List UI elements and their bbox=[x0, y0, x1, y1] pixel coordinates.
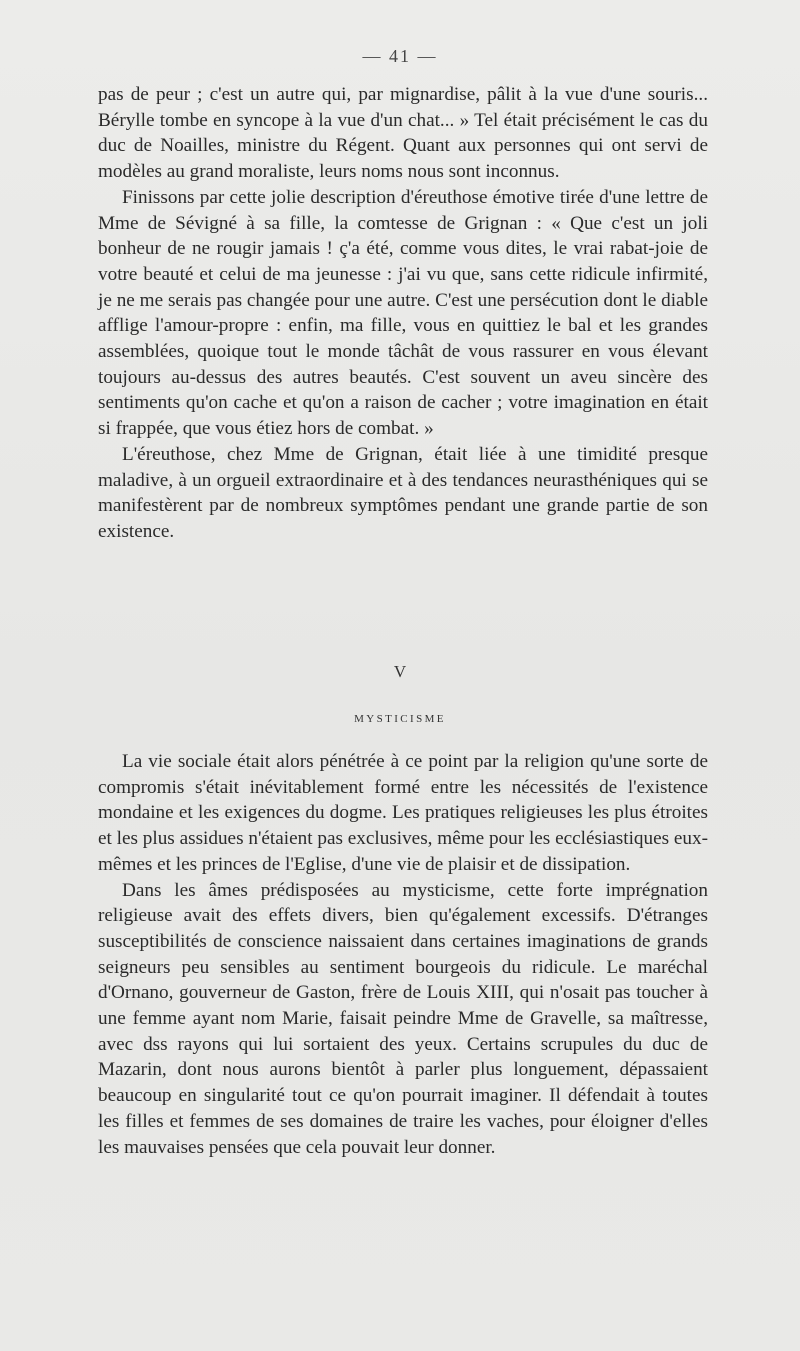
text-block-bottom bbox=[98, 749, 708, 1160]
section-title: MYSTICISME bbox=[354, 713, 446, 725]
paragraph-social-life: La vie sociale était alors pénétrée à ce point par la religion qu'une sorte de compromis s'était inévitablement formé entre les nécessités de l'existence mondaine et les exigences du dogme. Les pratiques religieuses les plus étroites et les plus assidues n'étaient pas exclusives, même pour les ecclésiastiques eux-mêmes et les princes de l'Eglise, d'une vie de plaisir et de dissipation. bbox=[98, 751, 708, 875]
page-number: — 41 — bbox=[362, 46, 438, 66]
paragraph-continued: pas de peur ; c'est un autre qui, par mignardise, pâlit à la vue d'une souris... Bérylle tombe en syncope à la vue d'un chat... » Tel était précisément le cas du duc de Noailles, ministre du Régent. Quant aux personnes qui ont servi de modèles au grand moraliste, leurs noms nous sont inconnus. bbox=[98, 84, 708, 183]
text-block-top bbox=[98, 82, 708, 545]
paragraph-grignan: L'éreuthose, chez Mme de Grignan, était liée à une timidité presque maladive, à un orgueil extraordinaire et à des tendances neurasthéniques qui se manifestèrent par de nombreux symptômes pendant une grande partie de son existence. bbox=[98, 443, 708, 542]
paragraph-mysticism: Dans les âmes prédisposées au mysticisme, cette forte imprégnation religieuse avait des effets divers, bien qu'également excessifs. D'étranges susceptibilités de conscience naissaient dans certaines imaginations de grands seigneurs peu sensibles au sentiment bourgeois du ridicule. Le maréchal d'Ornano, gouverneur de Gaston, frère de Louis XIII, qui n'osait pas toucher à une femme ayant nom Marie, faisait peindre Mme de Gravelle, sa maîtresse, avec dss rayons qui lui sortaient des yeux. Certains scrupules du duc de Mazarin, dont nous aurons bientôt à parler plus longuement, dépassaient beaucoup en singularité tout ce qu'on pourrait imaginer. Il défendait à toutes les filles et femmes de ses domaines de traire les vaches, pour éloigner d'elles les mauvaises pensées que cela pouvait leur donner. bbox=[98, 879, 708, 1158]
paragraph-sevigne-letter: Finissons par cette jolie description d'éreuthose émotive tirée d'une lettre de Mme de Sévigné à sa fille, la comtesse de Grignan : « Que c'est un joli bonheur de ne rougir jamais ! ç'a été, comme vous dites, le vrai rabat-joie de votre beauté et celui de ma jeunesse : j'ai vu que, sans cette ridicule infirmité, je ne me serais pas changée pour une autre. C'est une persécution dont le diable afflige l'amour-propre : enfin, ma fille, vous en quittiez le bal et les grandes assemblées, quoique tout le monde tâchât de vous rassurer en vous élevant toujours au-dessus des autres beautés. C'est souvent un aveu sincère des sentiments qu'on cache et qu'on a raison de cacher ; votre imagination en était si frappée, que vous étiez hors de combat. » bbox=[98, 186, 708, 440]
section-numeral: V bbox=[393, 662, 407, 681]
